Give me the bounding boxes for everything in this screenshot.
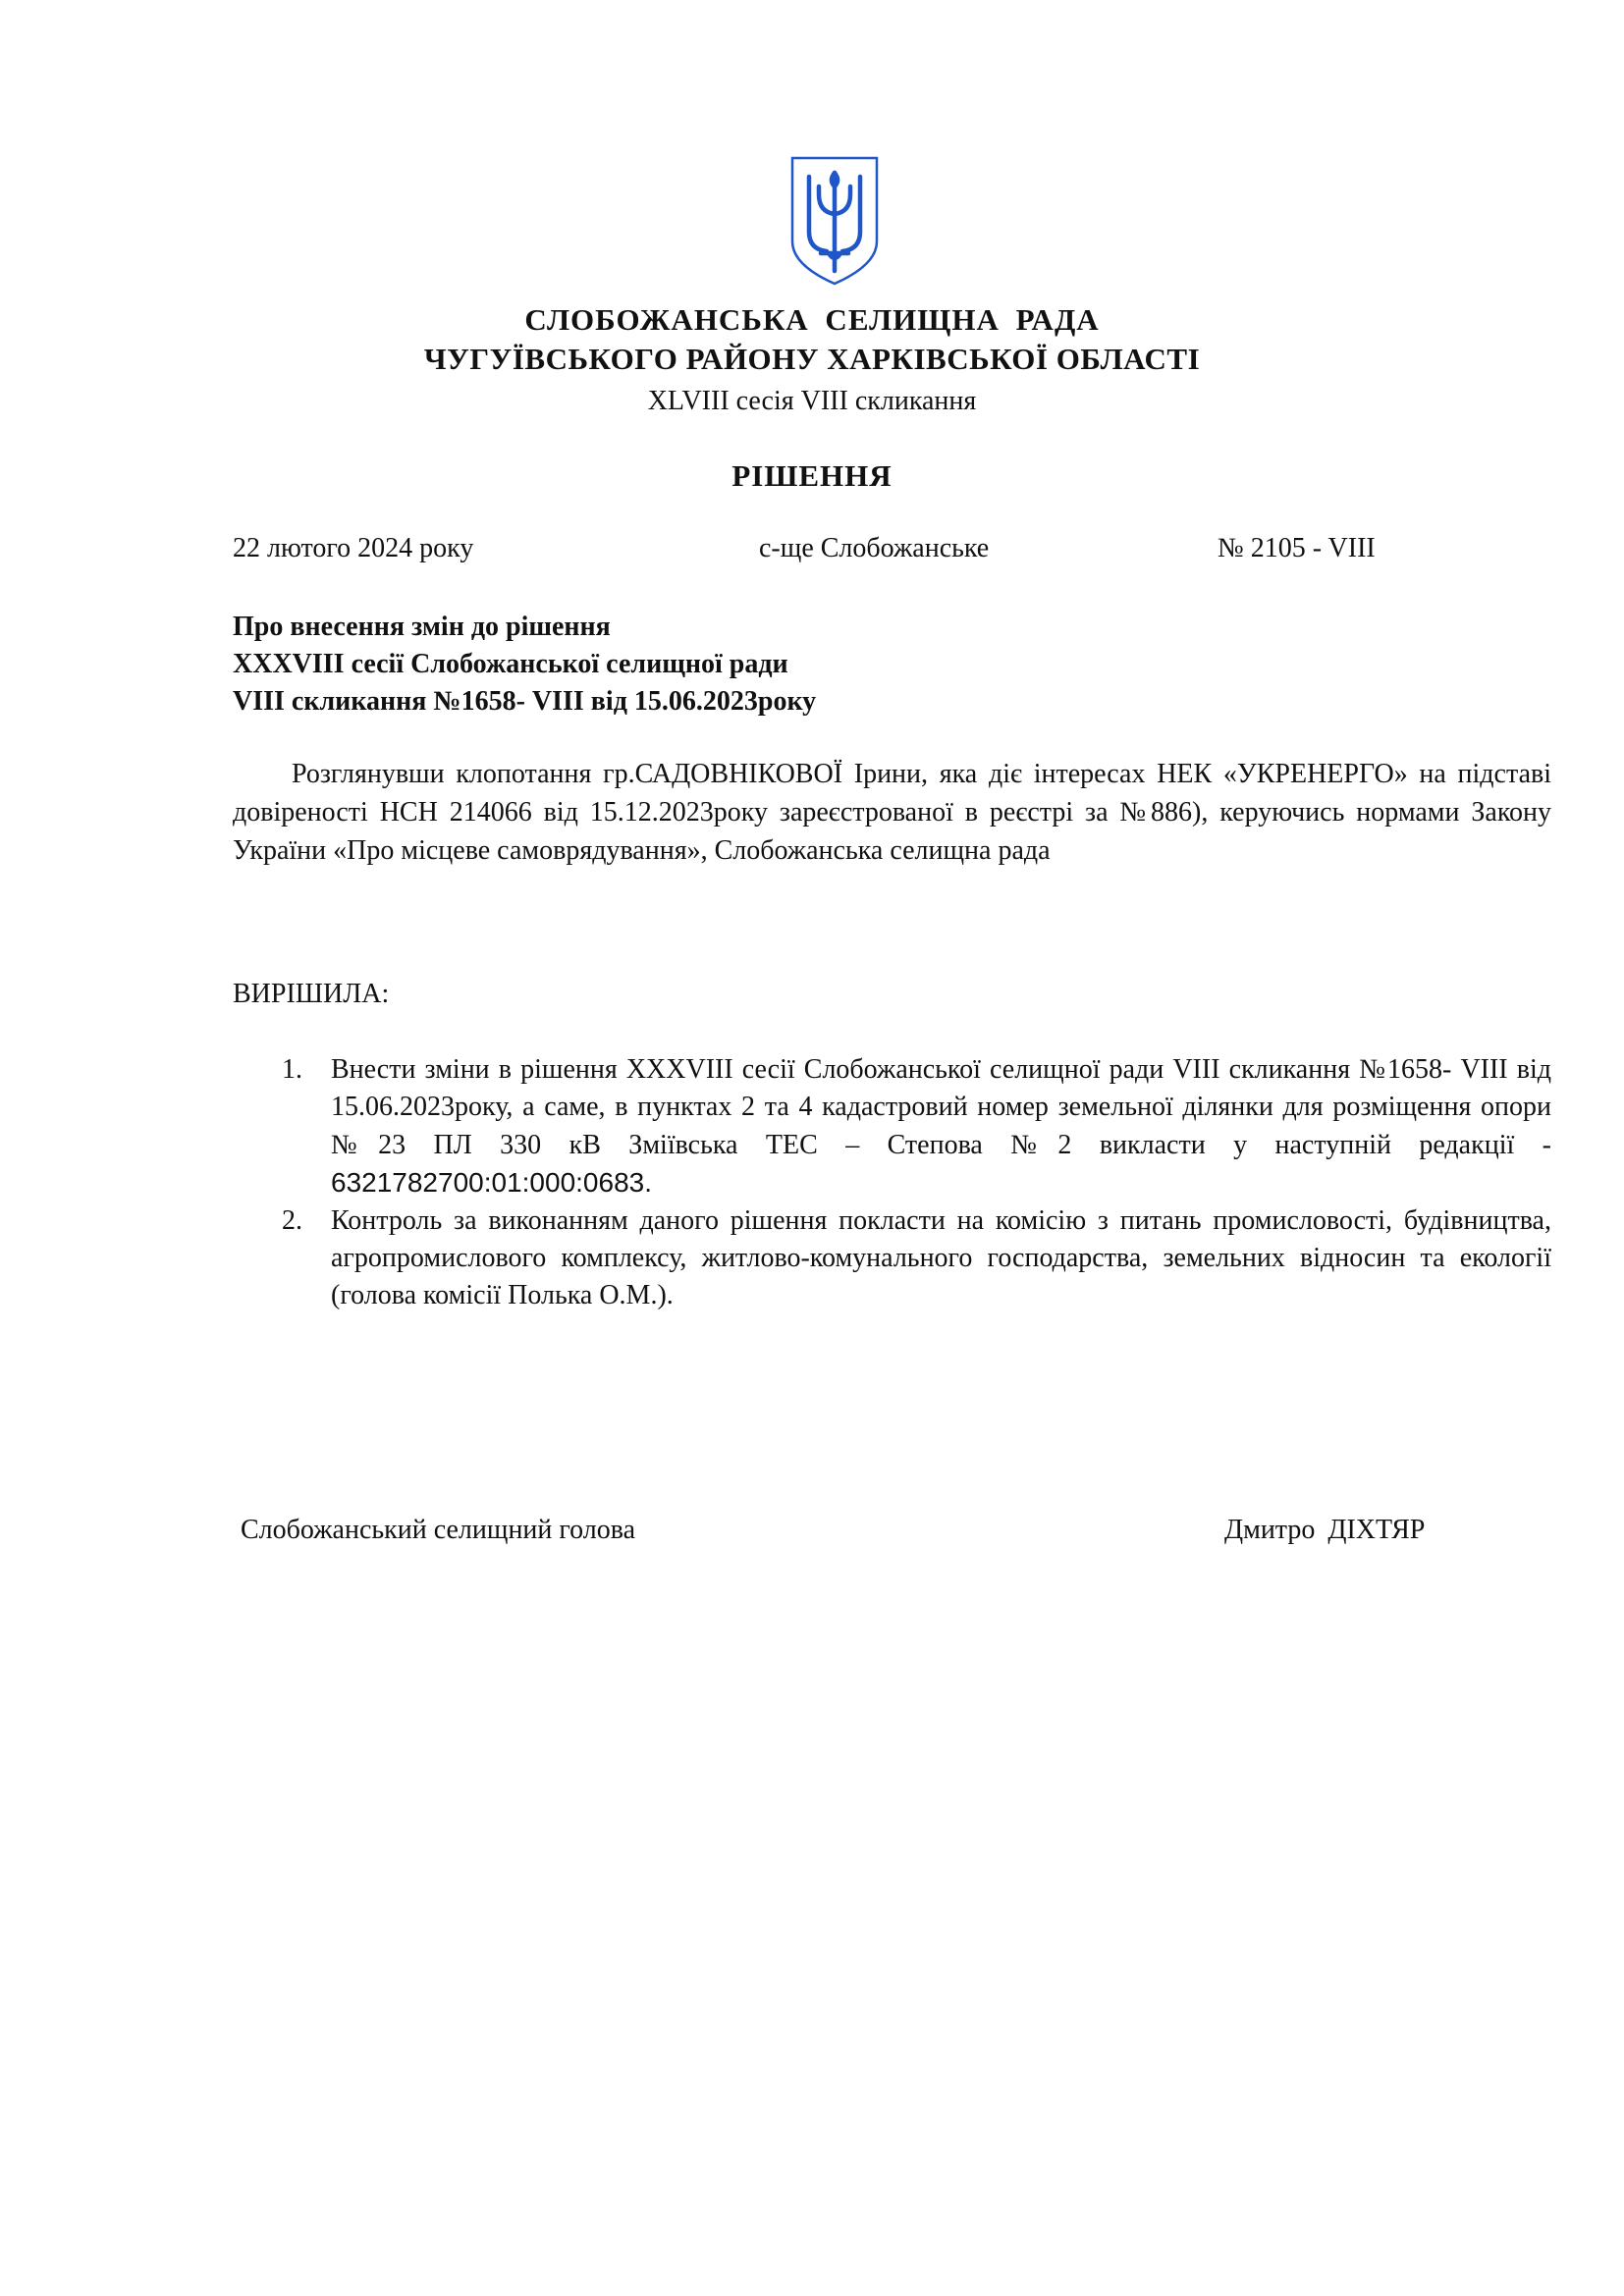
decision-number: № 2105 - VIII bbox=[1218, 533, 1376, 563]
subject-line: Про внесення змін до рішення bbox=[233, 612, 611, 642]
decision-item bbox=[233, 1051, 1551, 1202]
decision-place: с-ще Слобожанське bbox=[759, 533, 990, 563]
signatory-name: Дмитро ДІХТЯР bbox=[1224, 1515, 1426, 1545]
district-name: ЧУГУЇВСЬКОГО РАЙОНУ ХАРКІВСЬКОЇ ОБЛАСТІ bbox=[423, 342, 1201, 376]
session-line: XLVIII сесія VIII скликання bbox=[647, 386, 977, 416]
decision-subject bbox=[233, 609, 816, 721]
decision-date: 22 лютого 2024 року bbox=[233, 533, 474, 563]
preamble-paragraph: Розглянувши клопотання гр.САДОВНІКОВОЇ Ірини, яка діє інтересах НЕК «УКРЕНЕРГО» на підставі довіреності НСН 214066 від 15.12.2023року зареєстрованої в реєстрі за №886), керуючись нормами Закону України «Про місцеве самоврядування», Слобожанська селищна рада bbox=[233, 759, 1551, 866]
decided-label: ВИРІШИЛА: bbox=[233, 979, 390, 1009]
item-text: Контроль за виконанням даного рішення покласти на комісію з питань промисловості, будівництва, агропромислового комплексу, житлово-комунального господарства, земельних відносин та екології (голова комісії Полька О.М.). bbox=[331, 1205, 1551, 1310]
subject-line: VIII скликання №1658- VIII від 15.06.2023року bbox=[233, 686, 817, 717]
decision-item bbox=[233, 1202, 1551, 1314]
cadastral-number: 6321782700:01:000:0683. bbox=[331, 1167, 652, 1198]
item-text-body: Внести зміни в рішення XXXVIII сесії Слобожанської селищної ради VIII скликання №1658- VIII від 15.06.2023року, а саме, в пунктах 2 та 4 кадастровий номер земельної ділянки для розміщення опори №23 ПЛ 330 кВ Зміївська ТЕС – Степова №2 викласти у наступній редакції - bbox=[331, 1054, 1551, 1160]
decision-items bbox=[233, 1051, 1551, 1314]
item-number: 1. bbox=[282, 1054, 302, 1085]
ukraine-coat-of-arms-icon bbox=[789, 155, 880, 287]
subject-line: XXXVIII сесії Слобожанської селищної ради bbox=[233, 649, 788, 679]
signatory-title: Слобожанський селищний голова bbox=[241, 1515, 636, 1545]
document-type: РІШЕННЯ bbox=[731, 458, 893, 493]
council-name: СЛОБОЖАНСЬКА СЕЛИЩНА РАДА bbox=[524, 302, 1100, 337]
item-text bbox=[331, 1051, 1551, 1202]
item-number: 2. bbox=[282, 1205, 302, 1236]
